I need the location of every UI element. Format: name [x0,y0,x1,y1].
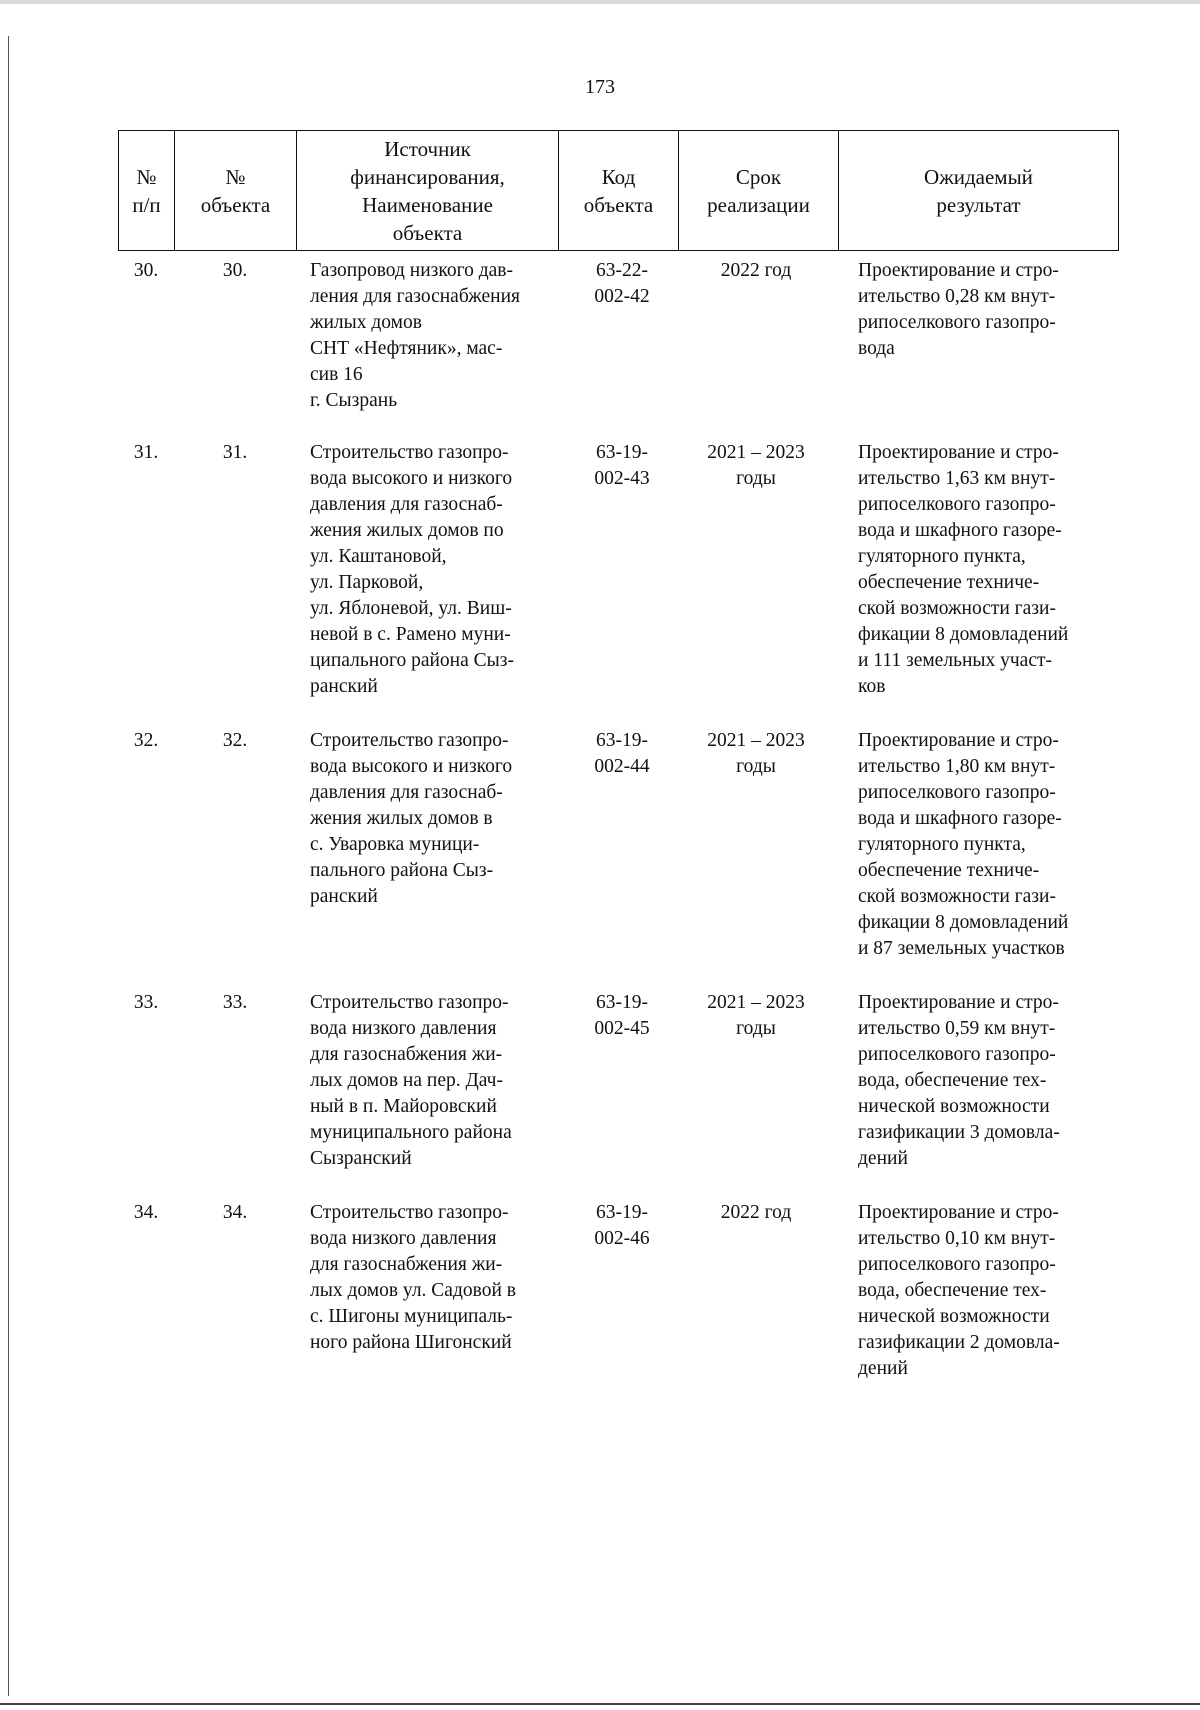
object-name: Строительство газопро- вода низкого давления для газоснабжения жи- лых домов ул. Садовой в с. Шигоны муниципаль- ного района Шигонский [310,1202,516,1353]
object-code: 63-19- 002-45 [594,992,650,1039]
object-number: 31. [222,442,248,463]
implementation-term: 2021 – 2023 годы [707,992,805,1039]
object-code: 63-19- 002-43 [594,442,650,489]
object-number: 33. [222,992,248,1013]
implementation-term: 2021 – 2023 годы [707,442,805,489]
expected-result: Проектирование и стро- ительство 0,28 км внут- рипоселкового газопро- вода [858,260,1059,359]
row-number: 32. [133,730,159,751]
header-cell-object-code: Код объекта [559,131,679,251]
row-number: 31. [133,442,159,463]
object-code: 63-19- 002-44 [594,730,650,777]
row-number: 34. [133,1202,159,1223]
object-code: 63-22- 002-42 [594,260,650,307]
expected-result: Проектирование и стро- ительство 0,59 км внут- рипоселкового газопро- вода, обеспечение тех- нической возможности газификации 3 домовла- дений [858,992,1060,1169]
implementation-term: 2022 год [720,1202,792,1223]
row-number: 30. [133,260,159,281]
object-number: 32. [222,730,248,751]
object-number: 30. [222,260,248,281]
object-code: 63-19- 002-46 [594,1202,650,1249]
scan-edge-left [8,36,9,1696]
header-cell-term: Срок реализации [679,131,839,251]
object-name: Строительство газопро- вода низкого давления для газоснабжения жи- лых домов на пер. Дач- ный в п. Майоровский муниципального района Сызранский [310,992,512,1169]
header-cell-result: Ожидаемый результат [839,131,1119,251]
expected-result: Проектирование и стро- ительство 1,80 км внут- рипоселкового газопро- вода и шкафного газоре- гуляторного пункта, обеспечение техниче- ской возможности гази- фикации 8 домовладений и 87 земельных участков [858,730,1069,959]
implementation-term: 2022 год [720,260,792,281]
row-number: 33. [133,992,159,1013]
object-number: 34. [222,1202,248,1223]
implementation-term: 2021 – 2023 годы [707,730,805,777]
object-name: Строительство газопро- вода высокого и низкого давления для газоснаб- жения жилых домов по ул. Каштановой, ул. Парковой, ул. Яблоневой, ул. Виш- невой в с. Рамено муни- ципального района Сыз- ранский [310,442,514,697]
scan-edge-top [0,0,1200,4]
scan-edge-bottom [0,1703,1200,1705]
expected-result: Проектирование и стро- ительство 0,10 км внут- рипоселкового газопро- вода, обеспечение тех- нической возможности газификации 2 домовла- дений [858,1202,1060,1379]
expected-result: Проектирование и стро- ительство 1,63 км внут- рипоселкового газопро- вода и шкафного газоре- гуляторного пункта, обеспечение техниче- ской возможности гази- фикации 8 домовладений и 111 земельных участ- ков [858,442,1069,697]
object-name: Газопровод низкого дав- ления для газоснабжения жилых домов СНТ «Нефтяник», мас- сив 16 г. Сызрань [310,260,520,411]
header-cell-object-number: № объекта [175,131,297,251]
header-cell-source-name: Источник финансирования, Наименование объекта [297,131,559,251]
object-name: Строительство газопро- вода высокого и низкого давления для газоснаб- жения жилых домов в с. Уваровка муници- пального района Сыз- ранский [310,730,513,907]
header-cell-number: № п/п [119,131,175,251]
page-number: 173 [585,76,615,98]
table-header [118,130,1119,251]
